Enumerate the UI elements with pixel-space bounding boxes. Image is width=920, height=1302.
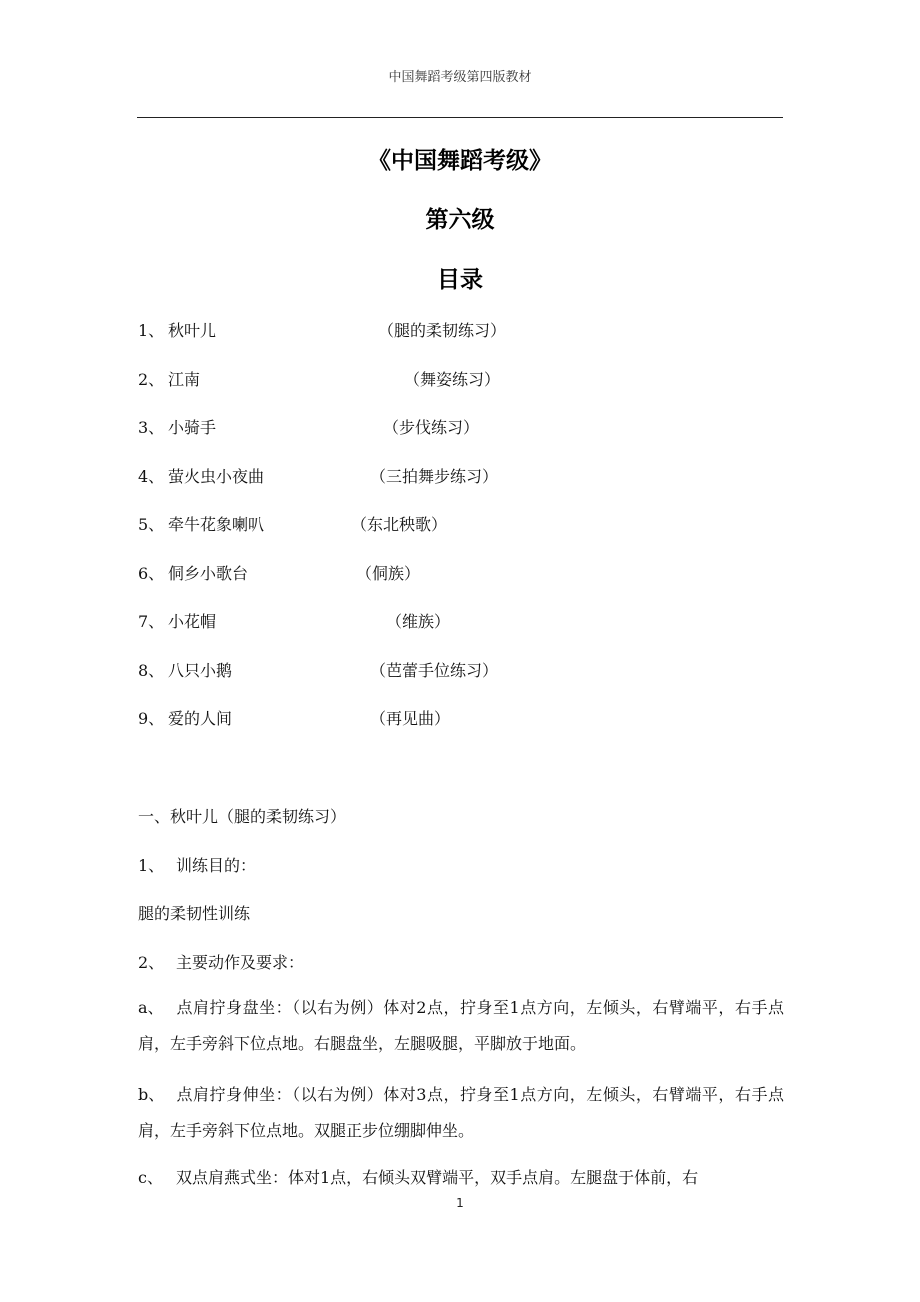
item-text: 主要动作及要求： — [176, 953, 305, 972]
toc-item-number: 4、 — [138, 467, 165, 486]
training-purpose: 腿的柔韧性训练 — [138, 904, 251, 923]
level-title: 第六级 — [425, 207, 495, 233]
toc-item-note: （三拍舞步练习） — [370, 467, 499, 486]
item-number: 2、 — [138, 953, 165, 972]
toc-item-number: 3、 — [138, 418, 165, 437]
toc-item-note: （维族） — [386, 612, 451, 631]
move-paragraph — [138, 1077, 784, 1149]
training-goal-line — [138, 853, 256, 876]
main-moves-line — [138, 950, 304, 973]
toc-heading: 目录 — [437, 267, 483, 293]
toc-item-name: 牵牛花象喇叭 — [168, 515, 265, 534]
section-heading: 一、秋叶儿（腿的柔韧练习） — [138, 807, 347, 826]
move-label: c、 — [138, 1168, 163, 1187]
toc-item-name: 爱的人间 — [168, 709, 233, 728]
document-title: 《中国舞蹈考级》 — [368, 148, 552, 174]
toc-item-number: 5、 — [138, 515, 165, 534]
page-header: 中国舞蹈考级第四版教材 — [388, 70, 532, 85]
move-label: a、 — [138, 998, 164, 1017]
toc-item-note: （步伐练习） — [383, 418, 480, 437]
toc-item-name: 江南 — [168, 370, 201, 389]
toc-item-note: （东北秧歌） — [351, 515, 448, 534]
item-number: 1、 — [138, 856, 165, 875]
move-paragraph — [138, 990, 784, 1062]
move-label: b、 — [138, 1085, 165, 1104]
toc-item-note: （芭蕾手位练习） — [370, 661, 499, 680]
toc-item-name: 萤火虫小夜曲 — [168, 467, 265, 486]
toc-item-number: 7、 — [138, 612, 165, 631]
toc-item-name: 小骑手 — [168, 418, 217, 437]
header-divider — [137, 117, 783, 118]
move-text: 点肩拧身伸坐：（以右为例）体对3点，拧身至1点方向，左倾头，右臂端平，右手点肩，左手旁斜下位点地。双腿正步位绷脚伸坐。 — [138, 1085, 784, 1140]
item-text: 训练目的： — [176, 856, 257, 875]
toc-item-name: 八只小鹅 — [168, 661, 233, 680]
toc-item-note: （腿的柔韧练习） — [378, 321, 507, 340]
move-text: 双点肩燕式坐：体对1点，右倾头双臂端平，双手点肩。左腿盘于体前，右 — [176, 1168, 699, 1187]
toc-item-number: 8、 — [138, 661, 165, 680]
toc-item-note: （侗族） — [356, 564, 421, 583]
toc-item-number: 1、 — [138, 321, 165, 340]
move-paragraph — [138, 1160, 784, 1196]
toc-item-number: 6、 — [138, 564, 165, 583]
toc-item-name: 小花帽 — [168, 612, 217, 631]
toc-item-note: （舞姿练习） — [404, 370, 501, 389]
move-text: 点肩拧身盘坐：（以右为例）体对2点，拧身至1点方向，左倾头，右臂端平，右手点肩，左手旁斜下位点地。右腿盘坐，左腿吸腿，平脚放于地面。 — [138, 998, 784, 1053]
toc-item-number: 9、 — [138, 709, 165, 728]
toc-item-number: 2、 — [138, 370, 165, 389]
page-number: 1 — [456, 1196, 464, 1210]
toc-item-name: 侗乡小歌台 — [168, 564, 249, 583]
toc-item-name: 秋叶儿 — [168, 321, 217, 340]
toc-item-note: （再见曲） — [370, 709, 451, 728]
